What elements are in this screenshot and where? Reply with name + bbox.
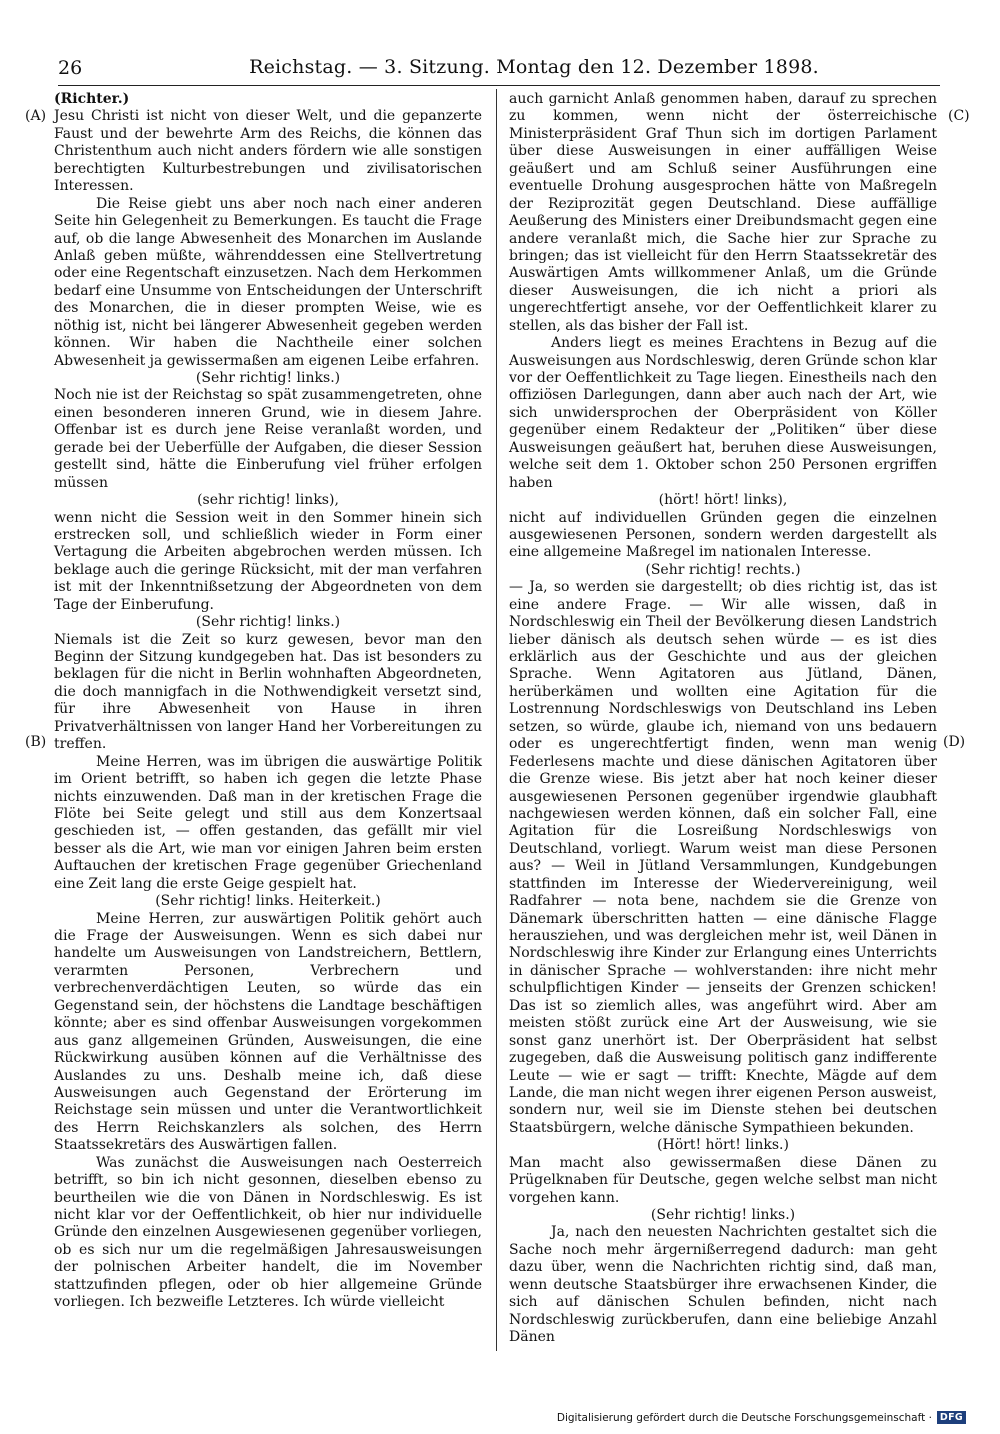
- interjection: (Sehr richtig! rechts.): [645, 561, 801, 578]
- paragraph-continued: nicht auf individuellen Gründen gegen die einzelnen ausgewiesenen Personen, sondern werden dargestellt als eine allgemeine Maßregel im nationalen Interesse.: [509, 509, 937, 561]
- right-column: [509, 91, 937, 1347]
- digitization-credit: [557, 1411, 966, 1424]
- margin-mark-b: (B): [25, 734, 47, 750]
- paragraph: Meine Herren, was im übrigen die auswärtige Politik im Orient betrifft, so haben ich gegen die letzte Phase nichts einzuwenden. Daß man in der kretischen Frage die Flöte bei Seite gelegt und still aus dem Konzertsaal geschieden ist, — offen gestanden, das gefällt mir viel besser als die Art, wie man vor einigen Jahren beim ersten Auftauchen der kretischen Frage gegenüber Griechenland eine Zeit lang die erste Geige gespielt hat.: [54, 753, 482, 892]
- column-divider: [496, 89, 497, 1351]
- paragraph: Die Reise giebt uns aber noch nach einer anderen Seite hin Gelegenheit zu Bemerkungen. Es taucht die Frage auf, ob die lange Abwesenheit des Monarchen im Auslande Anlaß geben müßte, währenddessen eine Stellvertretung oder eine Regentschaft einzusetzen. Nach dem Herkommen bedarf eine Unsumme von Entscheidungen der Unterschrift des Monarchen, die in dieser prompten Weise, wie es nöthig ist, nicht bei längerer Abwesenheit gegeben werden können. Wir haben die Nachtheile einer solchen Abwesenheit ja gewissermaßen am eigenen Leibe erfahren.: [54, 195, 482, 369]
- paragraph: Was zunächst die Ausweisungen nach Oesterreich betrifft, so bin ich nicht gesonnen, dieselben ebenso zu beurtheilen wie die von Dänen in Nordschleswig. Es ist nicht klar vor der Oeffentlichkeit, ob hier nur individuelle Gründe den einzelnen Ausgewiesenen gegenüber vorliegen, ob es sich nur um die regelmäßigen Jahresausweisungen der polnischen Arbeiter handelt, die im November stattzufinden pflegen, oder ob hier allgemeine Gründe vorliegen. Ich bezweifle Letzteres. Ich würde vielleicht: [54, 1154, 482, 1311]
- interjection: (Sehr richtig! links.): [650, 1207, 796, 1223]
- margin-mark-d: (D): [943, 734, 966, 750]
- paragraph-continued: Niemals ist die Zeit so kurz gewesen, bevor man den Beginn der Sitzung kundgegeben hat. Das ist besonders zu beklagen für die nicht in Berlin wohnhaften Abgeordneten, die doch mannigfach in die Nothwendigkeit versetzt sind, für ihre Abwesenheit von Hause in ihren Privatverhältnissen von langer Hand her Vorbereitungen zu treffen.: [54, 631, 482, 753]
- interjection: (sehr richtig! links),: [197, 492, 339, 509]
- left-column: [54, 91, 482, 1312]
- paragraph-continued: Noch nie ist der Reichstag so spät zusammengetreten, ohne einen besonderen inneren Grund, wie in diesem Jahre. Offenbar ist es durch jene Reise veranlaßt worden, und gerade bei der Ueberfülle der Aufgaben, die dieser Session gestellt sind, hätte die Einberufung viel früher erfolgen müssen: [54, 387, 482, 491]
- paragraph-continued: wenn nicht die Session weit in den Sommer hinein sich erstrecken soll, und schließlich wieder in Form einer Vertagung die Arbeiten abgebrochen werden müssen. Ich beklage auch die geringe Rücksicht, mit der man verfahren ist mit der Inkenntnißsetzung der Abgeordneten von dem Tage der Einberufung.: [54, 509, 482, 613]
- paragraph-continued: Jesu Christi ist nicht von dieser Welt, und die gepanzerte Faust und der bewehrte Arm des Reichs, die können das Christenthum auch nicht anders fördern wie alle sonstigen berechtigten Kulturbestrebungen und zivilisatorischen Interessen.: [54, 108, 482, 195]
- paragraph: Ja, nach den neuesten Nachrichten gestaltet sich die Sache noch mehr ärgernißerregend dadurch: man geht dazu über, wenn die Nachrichten richtig sind, daß man, wenn deutsche Staatsbürger ihre erwachsenen Kinder, die sich auf dänischen Schulen befinden, nicht nach Nordschleswig zurückberufen, dann eine beliebige Anzahl Dänen: [509, 1224, 937, 1346]
- margin-mark-c: (C): [948, 108, 970, 124]
- speaker-name: (Richter.): [54, 91, 130, 107]
- running-head: Reichstag. — 3. Sitzung. Montag den 12. Dezember 1898.: [249, 56, 819, 78]
- page-number: 26: [58, 57, 83, 79]
- paragraph-continued: — Ja, so werden sie dargestellt; ob dies richtig ist, das ist eine andere Frage. — Wir alle wissen, daß in Nordschleswig ein Theil der Bevölkerung diesen Landstrich lieber dänisch als deutsch sehen würde — es ist dies erklärlich aus der Geschichte und aus der gleichen Sprache. Wenn Agitatoren aus Jütland, Dänen, herüberkämen und wollten eine Agitation für die Lostrennung Nordschleswigs von Deutschland ins Leben setzen, so würde, glaube ich, niemand von uns bedauern oder es ungerechtfertigt finden, wenn man wenig Federlesens machte und diese dänischen Agitatoren über die Grenze wiese. Bis jetzt aber hat noch keiner dieser ausgewiesenen Personen gegenüber irgendwie glaubhaft nachgewiesen werden können, daß ein solcher Fall, eine Agitation für die Losreißung Nordschleswigs von Deutschland, vorliegt. Warum weist man diese Personen aus? — Weil in Jütland Versammlungen, Kundgebungen stattfinden im Interesse der Wiedervereinigung, weil Radfahrer — nota bene, nachdem sie die Grenze von Dänemark überschritten hatten — eine dänische Flagge herausziehen, und was dergleichen mehr ist, weil Dänen in Nordschleswig ihre Kinder zur Erlangung eines Unterrichts in dänischer Sprache — wohlverstanden: ihre nicht mehr schulpflichtigen Kinder — jenseits der Grenzen schicken! Das ist so ziemlich alles, was angeführt wird. Aber am meisten stößt zurück eine Art der Ausweisung, wie sie sonst ganz unerhört ist. Der Oberpräsident hat selbst zugegeben, daß die Ausweisung politisch ganz indifferente Leute — wie er sagt — trifft: Knechte, Mägde auf dem Lande, die man nicht wegen ihrer eigenen Person ausweist, sondern nur, weil sie im Dienste stehen bei deutschen Staatsbürgern, welche dänische Sympathieen bekunden.: [509, 579, 937, 1136]
- paragraph: Meine Herren, zur auswärtigen Politik gehört auch die Frage der Ausweisungen. Wenn es sich dabei nur handelte um Ausweisungen von Landstreichern, Bettlern, verarmten Personen, Verbrechern und verbrechenverdächtigen Leuten, so würde das ein Gegenstand sein, der höchstens die Landtage beschäftigen könnte; aber es sind offenbar Ausweisungen vorgekommen aus ganz allgemeinen Gründen, Ausweisungen, die eine Rückwirkung ausüben können auf die Verhältnisse des Auslandes zu uns. Deshalb meine ich, daß diese Ausweisungen auch Gegenstand der Erörterung im Reichstage sein müssen und unter die Verantwortlichkeit des Herrn Reichskanzlers als solchen, des Herrn Staatssekretärs des Auswärtigen fallen.: [54, 910, 482, 1154]
- paragraph-continued: Man macht also gewissermaßen diese Dänen zu Prügelknaben für Deutsche, gegen welche selbst man nicht vorgehen kann.: [509, 1154, 937, 1206]
- paragraph-continued: auch garnicht Anlaß genommen haben, darauf zu sprechen zu kommen, wenn nicht der österreichische Ministerpräsident Graf Thun sich im dortigen Parlament über diese Ausweisungen in einer auffälligen Weise geäußert und am Schluß seiner Ausführungen eine eventuelle Drohung ausgesprochen hätte von Maßregeln der Reziprozität gegen Deutschland. Diese auffällige Aeußerung des Ministers einer Dreibundsmacht gegen eine andere veranlaßt mich, die Sache hier zur Sprache zu bringen; das ist vielleicht für den Herrn Staatssekretär des Auswärtigen Amts willkommener Anlaß, um die Gründe dieser Ausweisungen, die ich nicht a priori als ungerechtfertigt ansehe, vor der Oeffentlichkeit klarer zu stellen, als das bisher der Fall ist.: [509, 91, 937, 334]
- credit-text: Digitalisierung gefördert durch die Deutsche Forschungsgemeinschaft ·: [556, 1411, 932, 1424]
- interjection: (hört! hört! links),: [658, 492, 788, 509]
- interjection: (Sehr richtig! links.): [195, 370, 341, 386]
- interjection: (Hört! hört! links.): [657, 1137, 789, 1154]
- page-header: [58, 55, 940, 86]
- interjection: (Sehr richtig! links. Heiterkeit.): [155, 893, 381, 910]
- paragraph: Anders liegt es meines Erachtens in Bezug auf die Ausweisungen aus Nordschleswig, deren Gründe schon klar vor der Oeffentlichkeit zu Tage liegen. Einestheils nach den offiziösen Darlegungen, dann aber auch nach der Art, wie sich unwidersprochen der Oberpräsident von Köller gegenüber einem Redakteur der „Politiken“ über diese Ausweisungen geäußert hat, beruhen diese Ausweisungen, welche seit dem 1. Oktober schon 250 Personen ergriffen haben: [509, 335, 937, 491]
- interjection: (Sehr richtig! links.): [195, 614, 341, 631]
- margin-mark-a: (A): [25, 108, 47, 124]
- dfg-logo: DFG: [937, 1411, 966, 1424]
